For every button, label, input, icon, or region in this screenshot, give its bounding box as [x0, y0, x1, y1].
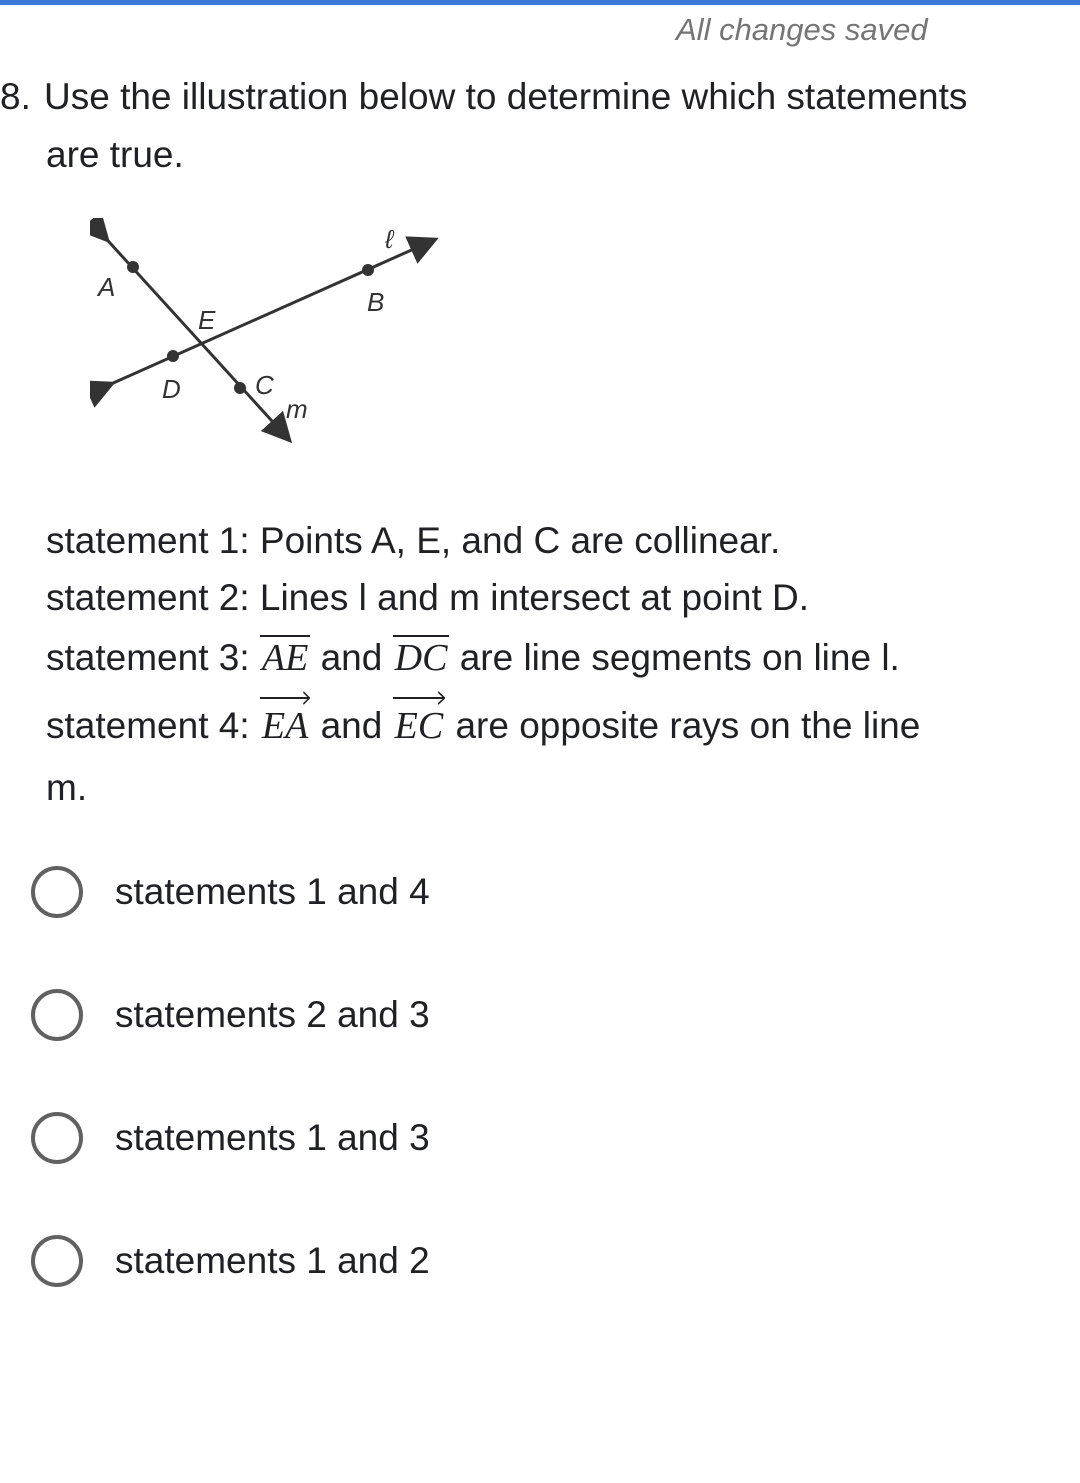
point-b [362, 264, 374, 276]
statement-4-line2: m. [46, 767, 88, 808]
statement-1: statement 1: Points A, E, and C are collinear. [46, 520, 781, 561]
statement-4-prefix: statement 4: [46, 705, 260, 746]
label-c: C [255, 370, 274, 400]
statement-4 [46, 689, 1046, 759]
option-label[interactable]: statements 1 and 2 [115, 1240, 430, 1281]
radio-button[interactable] [31, 1112, 83, 1164]
question-text-line2: are true. [46, 134, 184, 175]
top-accent-bar [0, 0, 1080, 5]
label-m: m [286, 394, 308, 424]
question-line-1 [0, 68, 1070, 126]
statements-block [46, 512, 1046, 816]
point-c [234, 382, 246, 394]
segment-ae: AE [261, 637, 309, 679]
radio-button[interactable] [31, 1235, 83, 1287]
ray-ec [393, 707, 446, 745]
label-e: E [198, 305, 216, 335]
statement-4-suffix: are opposite rays on the line [445, 705, 921, 746]
point-a [127, 261, 139, 273]
statement-4-mid: and [310, 705, 393, 746]
line-m [100, 232, 282, 432]
ray-arrow-icon [260, 691, 310, 705]
label-l: ℓ [385, 224, 394, 254]
question-number: 8. [0, 76, 31, 117]
statement-3 [46, 626, 1046, 689]
question-text-line1: Use the illustration below to determine which statements [44, 76, 968, 117]
option-label[interactable]: statements 1 and 4 [115, 871, 430, 912]
radio-button[interactable] [31, 866, 83, 918]
point-d [167, 350, 179, 362]
option-label[interactable]: statements 2 and 3 [115, 994, 430, 1035]
save-status: All changes saved [676, 12, 928, 47]
option-4[interactable] [0, 1231, 1080, 1354]
ray-ea-text: EA [261, 705, 309, 747]
option-2[interactable] [0, 985, 1080, 1108]
label-a: A [98, 272, 116, 302]
label-b: B [367, 287, 385, 317]
statement-3-suffix: are line segments on line l. [449, 637, 900, 678]
ray-arrow-icon [393, 691, 446, 705]
segment-dc: DC [394, 637, 448, 679]
answer-options [0, 862, 1080, 1354]
option-1[interactable] [0, 862, 1080, 985]
label-d: D [162, 374, 181, 404]
statement-3-prefix: statement 3: [46, 637, 260, 678]
radio-button[interactable] [31, 989, 83, 1041]
statement-3-mid: and [310, 637, 393, 678]
question-text [0, 68, 1070, 184]
option-label[interactable]: statements 1 and 3 [115, 1117, 430, 1158]
option-3[interactable] [0, 1108, 1080, 1231]
ray-ea [260, 707, 310, 745]
statement-2: statement 2: Lines l and m intersect at point D. [46, 577, 809, 618]
ray-ec-text: EC [394, 705, 444, 747]
geometry-illustration [90, 218, 440, 448]
